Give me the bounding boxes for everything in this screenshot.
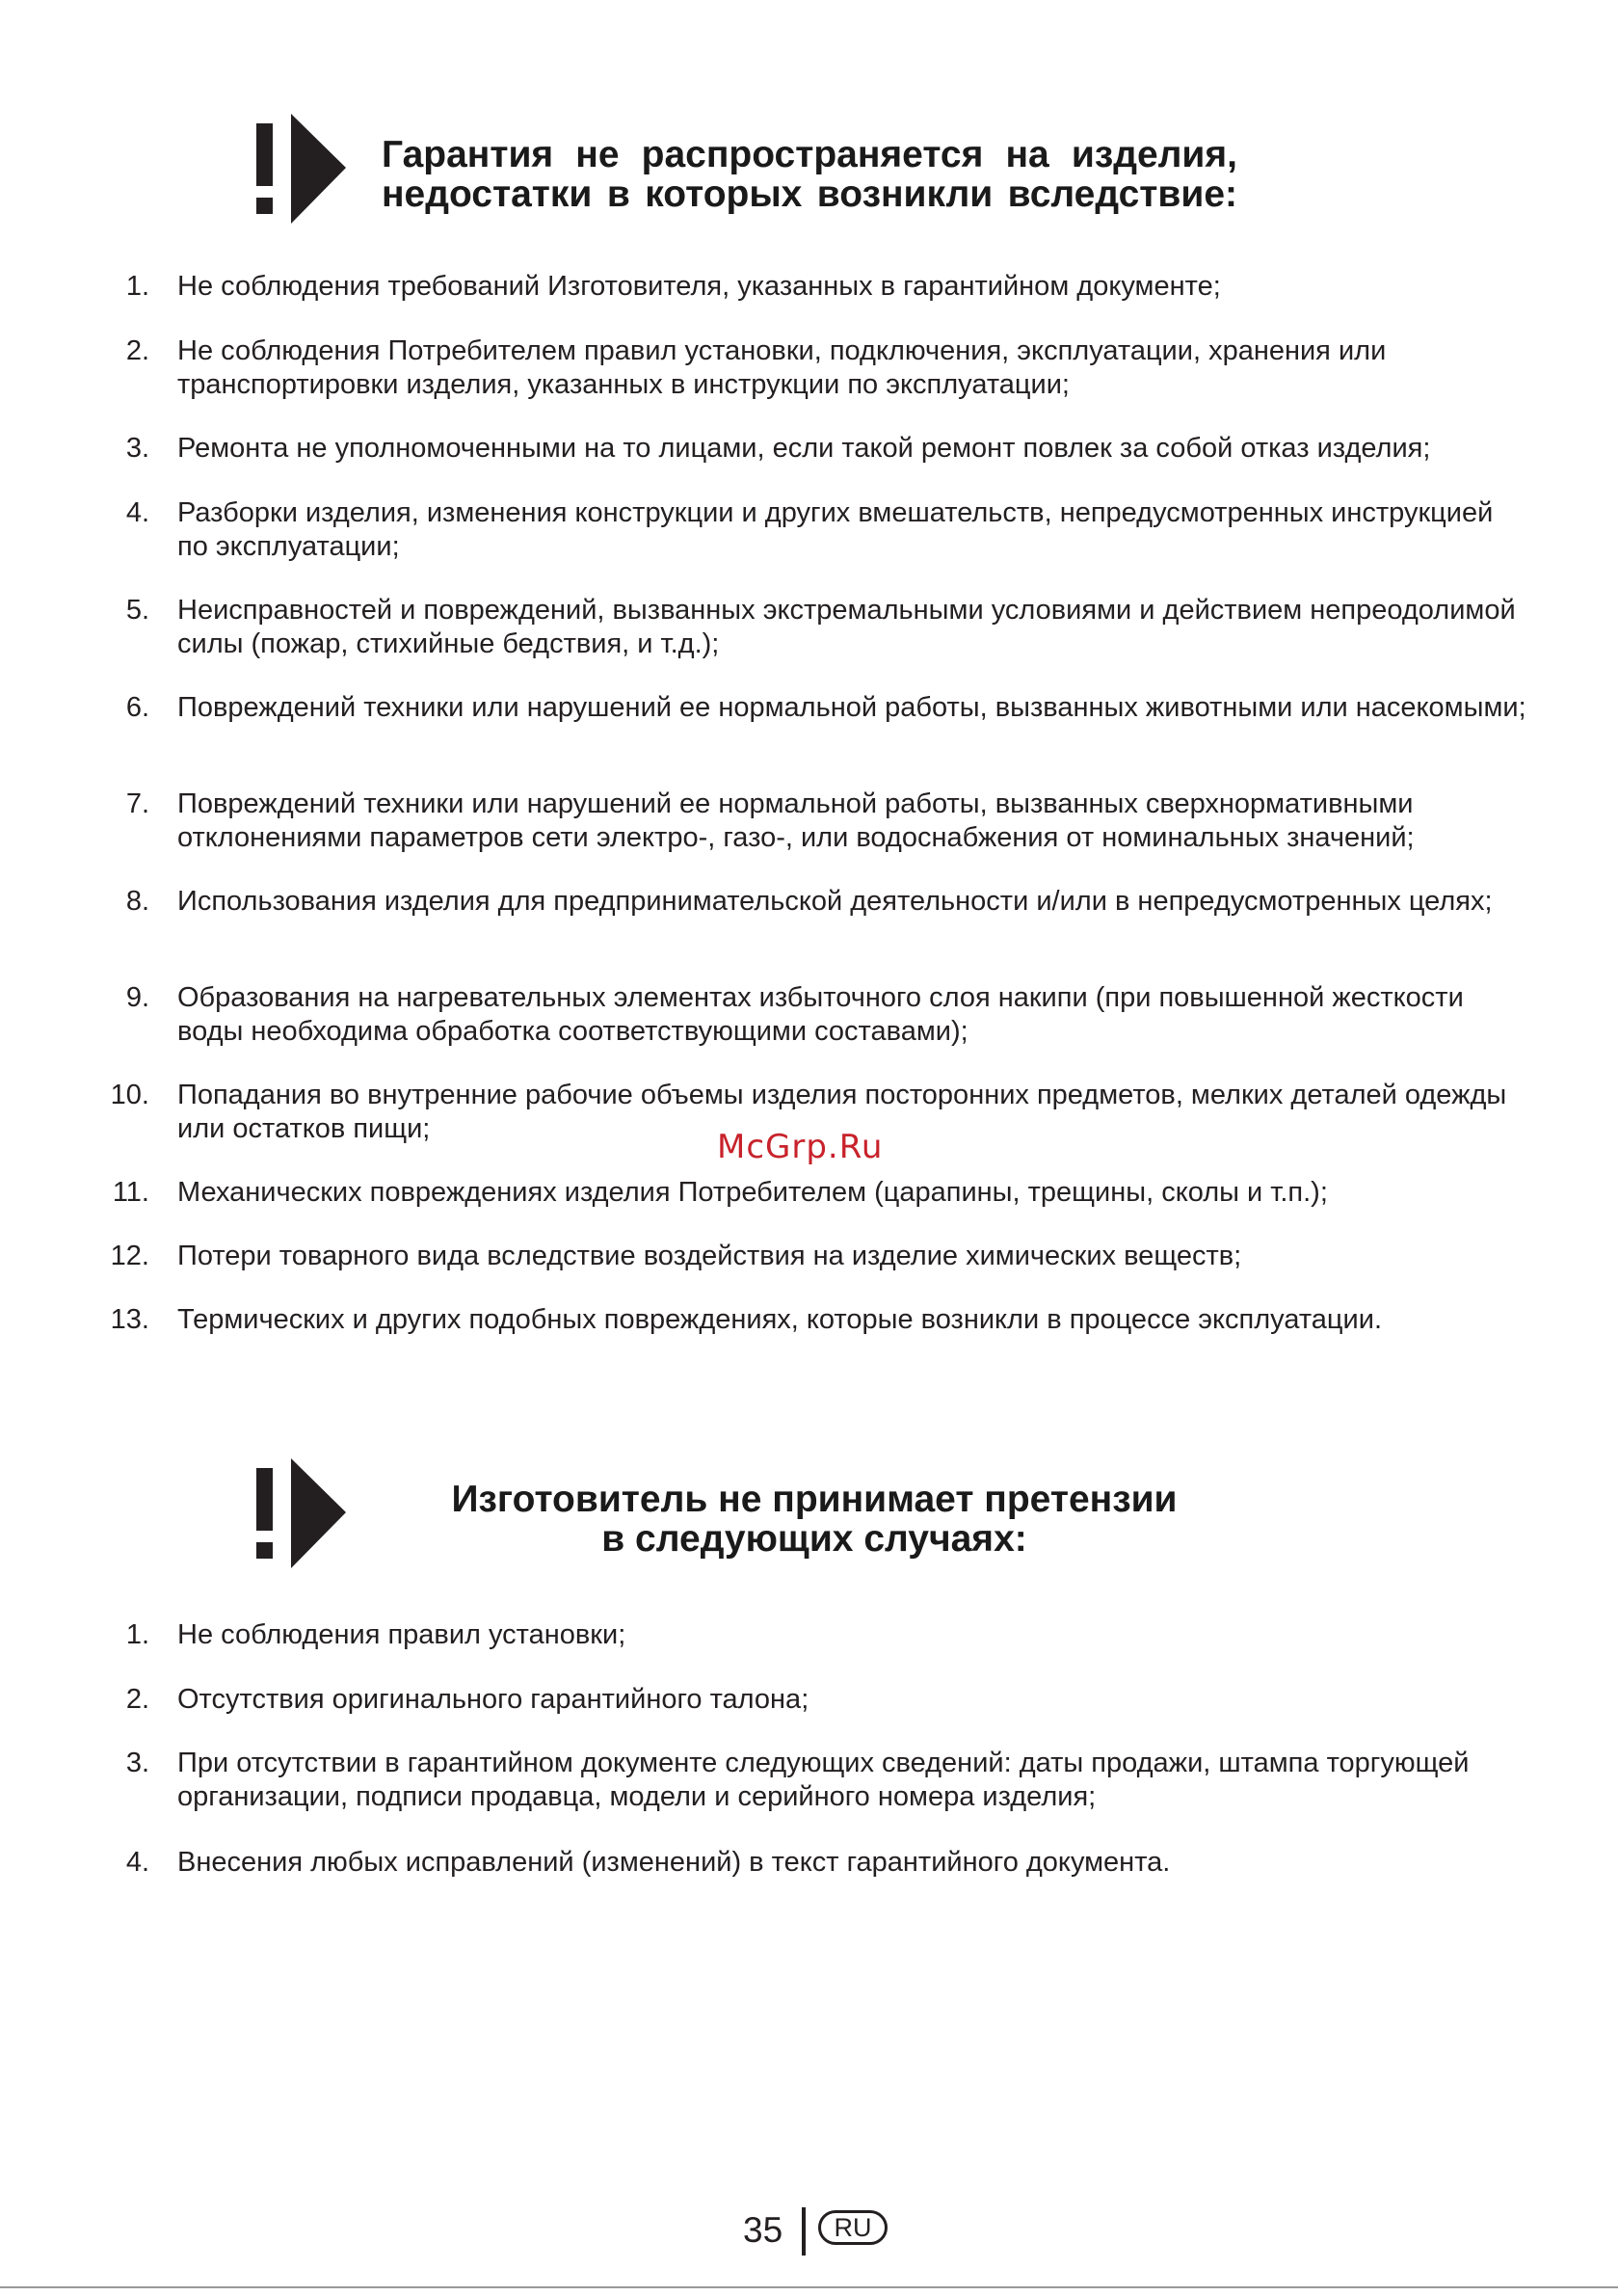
list-item-number: 13. [110, 1304, 149, 1335]
language-badge: RU [818, 2210, 888, 2245]
footer-divider [802, 2207, 806, 2256]
list-item-number: 1. [125, 1619, 149, 1650]
bottom-rule [0, 2286, 1618, 2288]
list-item-number: 4. [125, 497, 149, 528]
list-item-text: Механических повреждениях изделия Потребителем (царапины, трещины, сколы и т.п.); [177, 1177, 1328, 1208]
warning-exclamation-arrow-icon [252, 1456, 349, 1570]
list-item-text: Образования на нагревательных элементах избыточного слоя накипи (при повышенной жесткости воды необходима обработка соответствующими составами); [177, 982, 1464, 1047]
list-item-text: Не соблюдения Потребителем правил установки, подключения, эксплуатации, хранения или транспортировки изделия, указанных в инструкции по эксплуатации; [177, 335, 1387, 400]
section-1-title-line-1: Гарантия не распространяется на изделия, [382, 134, 1237, 175]
section-1-title [382, 135, 1237, 214]
list-item-text: Внесения любых исправлений (изменений) в текст гарантийного документа. [177, 1847, 1171, 1878]
list-item-text: Повреждений техники или нарушений ее нормальной работы, вызванных сверхнормативными отклонениями параметров сети электро-, газо-, или водоснабжения от номинальных значений; [177, 788, 1415, 853]
list-item-number: 7. [125, 788, 149, 819]
list-item-number: 5. [125, 595, 149, 626]
page-footer [0, 2207, 1618, 2256]
section-1-title-line-2: недостатки в которых возникли вследствие: [382, 174, 1237, 215]
list-item-number: 12. [110, 1241, 149, 1271]
section-1-header [0, 106, 1618, 231]
list-item-number: 6. [125, 692, 149, 723]
list-item-text: Ремонта не уполномоченными на то лицами, если такой ремонт повлек за собой отказ изделия; [177, 433, 1431, 464]
list-item-number: 8. [125, 886, 149, 917]
page-number: 35 [743, 2210, 783, 2250]
watermark: McGrp.Ru [717, 1128, 884, 1166]
list-item-number: 10. [110, 1080, 149, 1110]
list-item-number: 4. [125, 1847, 149, 1878]
list-item-number: 2. [125, 1684, 149, 1715]
list-item-number: 2. [125, 335, 149, 366]
list-item-number: 1. [125, 271, 149, 302]
list-item-number: 11. [112, 1177, 149, 1208]
list-item-text: Разборки изделия, изменения конструкции и других вмешательств, непредусмотренных инструкцией по эксплуатации; [177, 497, 1494, 562]
section-2-title-line-2: в следующих случаях: [601, 1518, 1027, 1560]
list-item-text: Не соблюдения требований Изготовителя, указанных в гарантийном документе; [177, 271, 1221, 302]
list-item-text: При отсутствии в гарантийном документе следующих сведений: даты продажи, штампа торгующей организации, подписи продавца, модели и серийного номера изделия; [177, 1748, 1470, 1812]
section-2-title-line-1: Изготовитель не принимает претензии [451, 1479, 1178, 1520]
list-item-text: Отсутствия оригинального гарантийного талона; [177, 1684, 809, 1715]
warning-exclamation-arrow-icon [252, 112, 349, 226]
list-item-text: Повреждений техники или нарушений ее нормальной работы, вызванных животными или насекомыми; [177, 692, 1526, 723]
list-item-number: 3. [125, 433, 149, 464]
list-item-text: Потери товарного вида вследствие воздействия на изделие химических веществ; [177, 1241, 1242, 1271]
list-item-number: 3. [125, 1748, 149, 1778]
list-item-number: 9. [125, 982, 149, 1013]
list-item-text: Термических и других подобных повреждениях, которые возникли в процессе эксплуатации. [177, 1304, 1383, 1335]
list-item-text: Неисправностей и повреждений, вызванных экстремальными условиями и действием непреодолимой силы (пожар, стихийные бедствия, и т.д.); [177, 595, 1516, 659]
list-item-text: Использования изделия для предпринимательской деятельности и/или в непредусмотренных целях; [177, 886, 1493, 917]
section-2-title [405, 1480, 1224, 1559]
list-item-text: Не соблюдения правил установки; [177, 1619, 626, 1650]
list-item-text: Попадания во внутренние рабочие объемы изделия посторонних предметов, мелких деталей одежды или остатков пищи; [177, 1080, 1507, 1144]
section-2-header [0, 1451, 1618, 1576]
